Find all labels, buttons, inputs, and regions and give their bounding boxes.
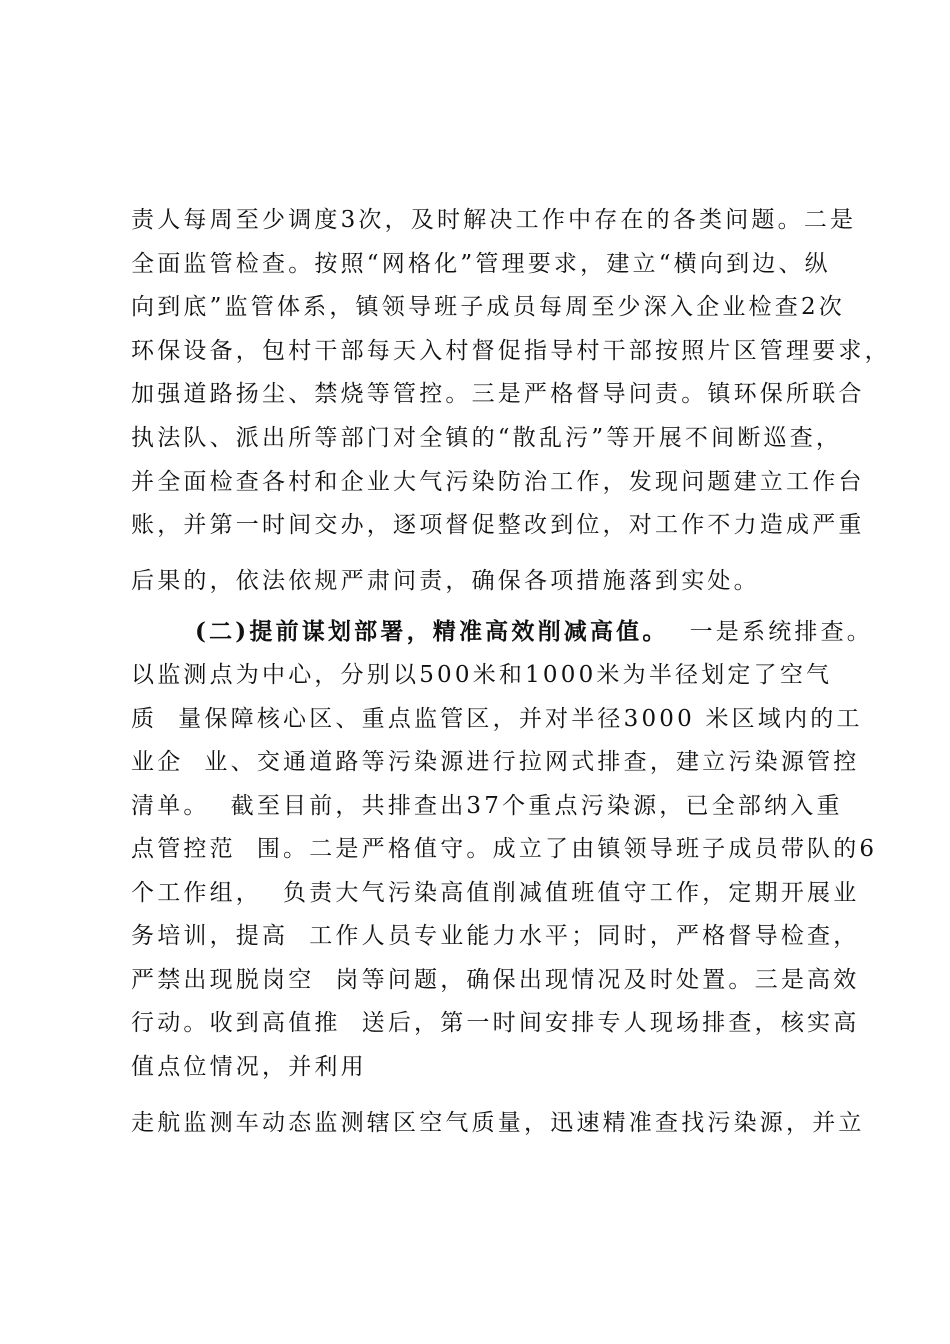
section-heading-bold: (二)提前谋划部署，精准高效削减高值。 [195,618,669,645]
paragraph-line: 严禁出现脱岗空 岗等问题，确保出现情况及时处置。三是高效 [131,967,860,993]
paragraph-line: 质 量保障核心区、重点监管区，并对半径3000 米区域内的工 [131,706,863,732]
paragraph-line: 值点位情况，并利用 [131,1054,367,1080]
paragraph-line: 后果的，依法依规严肃问责，确保各项措施落到实处。 [131,568,760,594]
paragraph-line: 全面监管检查。按照“网格化”管理要求，建立“横向到边、纵 [131,251,831,277]
paragraph-line: 并全面检查各村和企业大气污染防治工作，发现问题建立工作台 [131,469,865,495]
paragraph-line: 责人每周至少调度3次，及时解决工作中存在的各类问题。二是 [131,207,857,233]
paragraph-line: 个工作组， 负责大气污染高值削减值班值守工作，定期开展业 [131,880,860,906]
paragraph-line: 务培训，提高 工作人员专业能力水平；同时，严格督导检查， [131,923,860,949]
paragraph-line: 行动。收到高值推 送后，第一时间安排专人现场排查，核实高 [131,1010,860,1036]
paragraph-line: 向到底”监管体系，镇领导班子成员每周至少深入企业检查2次 [131,294,845,320]
section-heading-rest: 一是系统排查。 [668,619,874,645]
paragraph-line: 业企 业、交通道路等污染源进行拉网式排查，建立污染源管控 [131,749,860,775]
paragraph-line: 以监测点为中心，分别以500米和1000米为半径划定了空气 [131,662,833,688]
paragraph-line: 执法队、派出所等部门对全镇的“散乱污”等开展不间断巡查， [131,425,843,451]
paragraph-line: 环保设备，包村干部每天入村督促指导村干部按照片区管理要求， [131,338,891,364]
paragraph-line: 账，并第一时间交办，逐项督促整改到位，对工作不力造成严重 [131,512,865,538]
paragraph-line: 点管控范 围。二是严格值守。成立了由镇领导班子成员带队的6 [131,836,878,862]
section-heading [195,617,873,647]
paragraph-line: 清单。 截至目前，共排查出37个重点污染源，已全部纳入重 [131,793,843,819]
paragraph-line: 走航监测车动态监测辖区空气质量，迅速精准查找污染源，并立 [131,1110,865,1136]
paragraph-line: 加强道路扬尘、禁烧等管控。三是严格督导问责。镇环保所联合 [131,381,865,407]
